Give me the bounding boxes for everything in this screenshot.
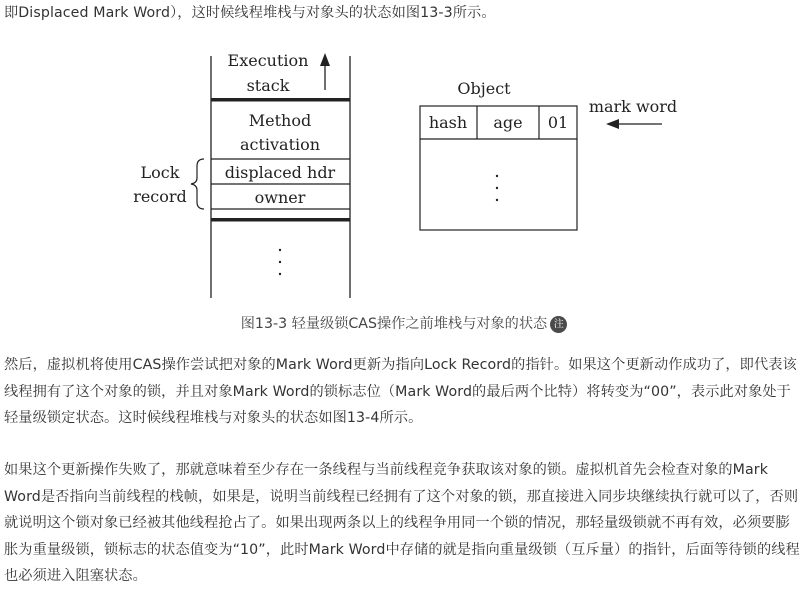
left-arrow-icon bbox=[606, 119, 662, 129]
object-header bbox=[420, 79, 577, 230]
stack-frame-top-border bbox=[211, 98, 350, 102]
object-ellipsis bbox=[496, 175, 498, 201]
owner-cell: owner bbox=[254, 188, 306, 207]
method-activation-line1: Method bbox=[248, 111, 312, 130]
stack-label-line2: stack bbox=[246, 76, 290, 95]
caption-text: 图13-3 轻量级锁CAS操作之前堆栈与对象的状态 bbox=[240, 316, 548, 332]
paragraph-cas-failure: 如果这个更新操作失败了，那就意味着至少存在一条线程与当前线程竞争获取该对象的锁。虚拟机首先会检查对象的Mark Word是否指向当前线程的栈帧，如果是，说明当前线程已经拥有了这个对象的锁，那直接进入同步块继续执行就可以了，否则就说明这个锁对象已经被其他线程抢占了。如果出现两条以上的线程争用同一个锁的情况，那轻量级锁就不再有效，必须要膨胀为重量级锁，锁标志的状态值变为“10”，此时Mark Word中存储的就是指向重量级锁（互斥量）的指针，后面等待锁的线程也必须进入阻塞状态。 bbox=[4, 462, 800, 584]
method-activation-line2: activation bbox=[239, 135, 321, 154]
lock-record-line2: record bbox=[133, 187, 187, 206]
lock-record-label bbox=[133, 159, 204, 209]
lock-flag-cell: 01 bbox=[547, 113, 569, 132]
intro-paragraph: 即Displaced Mark Word），这时候线程堆栈与对象头的状态如图13-3所示。 bbox=[4, 5, 496, 21]
mark-word-label: mark word bbox=[588, 97, 678, 116]
figure-caption bbox=[0, 313, 808, 333]
stack-frame-bottom-border bbox=[211, 218, 350, 222]
stack-label-line1: Execution bbox=[227, 51, 309, 70]
paragraph-cas-success: 然后，虚拟机将使用CAS操作尝试把对象的Mark Word更新为指向Lock Record的指针。如果这个更新动作成功了，即代表该线程拥有了这个对象的锁，并且对象Mark Word的锁标志位（Mark Word的最后两个比特）将转变为“00”，表示此对象处于轻量级锁定状态。这时候线程堆栈与对象头的状态如图13-4所示。 bbox=[4, 357, 797, 426]
stack-ellipsis bbox=[279, 249, 281, 275]
displaced-hdr-cell: displaced hdr bbox=[224, 163, 336, 182]
figure-13-3 bbox=[0, 40, 808, 310]
up-arrow-icon bbox=[320, 53, 330, 90]
mark-word-pointer bbox=[589, 97, 677, 129]
object-label: Object bbox=[457, 79, 511, 98]
execution-stack bbox=[211, 51, 350, 298]
hash-cell: hash bbox=[428, 113, 468, 132]
brace-icon bbox=[191, 159, 204, 209]
lock-record-line1: Lock bbox=[140, 163, 180, 182]
age-cell: age bbox=[493, 113, 523, 132]
note-icon[interactable]: 注 bbox=[550, 316, 567, 333]
